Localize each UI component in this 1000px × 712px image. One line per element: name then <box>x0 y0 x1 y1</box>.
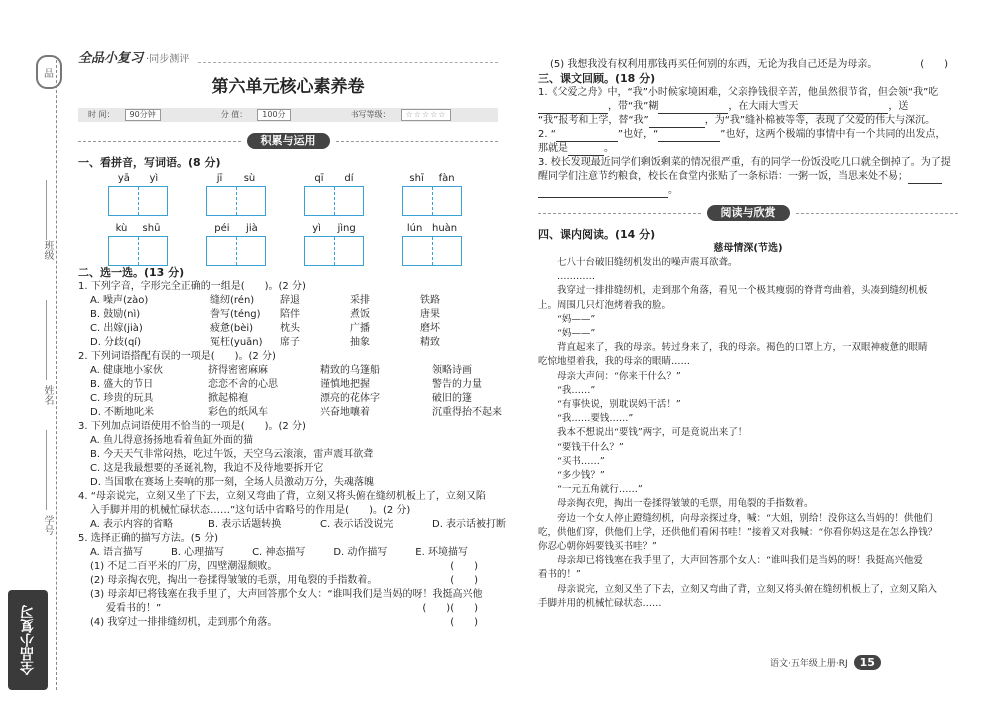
pinyin-group: jī sù <box>206 172 266 216</box>
writing-cells[interactable] <box>304 186 364 216</box>
question-2-options: A. 健康地小家伙 挤得密密麻麻 精致的乌篷船 领略诗画 B. 盛大的节日 恋恋不舍的心思 谨慎地把握 警告的力量 C. 珍贵的玩具 掀起棉袍 漂亮的花体字 破旧的篷 D. 不断地叱米 彩色的纸风车 兴奋地嚷着 沉重得抬不起来 <box>90 365 502 418</box>
story-line: “我……要钱……” <box>557 413 634 425</box>
writing-cells[interactable] <box>402 186 462 216</box>
story-line: 手脚并用的机械忙碌状态…… <box>538 597 662 609</box>
story-line: “要钱干什么？” <box>557 441 624 453</box>
story-line: 吃，供他们穿，供他们上学，还供他们看闲书哇！”接着又对我喊：“你看你妈这是在怎么挣钱？ <box>538 526 938 538</box>
question-5-options: A. 语言描写 B. 心理描写 C. 神态描写 D. 动作描写 E. 环境描写 <box>90 547 468 558</box>
story-line: 七八十台破旧缝纫机发出的噪声震耳欲聋。 <box>557 257 738 268</box>
story-line: 吃惊地望着我，我的母亲的眼睛…… <box>538 356 691 368</box>
question-3-options: A. 鱼儿得意扬扬地看着鱼缸外面的猫 B. 今天天气非常闷热，吃过午饭，天空乌云滚滚，雷声震耳欲聋 C. 这是我最想要的圣诞礼物，我迫不及待地要拆开它 D. 当国歌在赛场上奏响的那一刻，全场人员激动万分，失魂落魄 <box>90 435 375 488</box>
story-line: 背直起来了，我的母亲。转过身来了，我的母亲。褐色的口罩上方，一双眼神疲惫的眼睛 <box>557 342 928 354</box>
story-line: 我穿过一排排缝纫机，走到那个角落，看见一个极其瘦弱的脊背弯曲着，头凑到缝纫机板 <box>557 285 928 297</box>
section-2 <box>78 266 507 630</box>
seal-logo: 品 <box>36 55 62 89</box>
story-line: “一元五角就行……” <box>557 484 643 496</box>
binding-cut-line <box>56 60 57 690</box>
q5-item-3: (3) 母亲却已将钱塞在我手里了，大声回答那个女人：“谁叫我们是当妈的呀！我挺高兴他 <box>90 589 483 600</box>
section-3-title: 三、课文回顾。(18 分) <box>538 72 656 85</box>
review-q1-line1: 1.《父爱之舟》中，“我”小时候家境困难，父亲挣钱很辛苦，他虽然很节省，但会领“我”吃 <box>538 87 939 98</box>
review-q2-line1: 2. “ ”也好，“ ”也好，这两个极端的事情中有一个共同的出发点， <box>538 129 946 140</box>
exam-info-bar <box>78 108 498 122</box>
review-q3-line2: 醒同学们注意节约粮食，校长在食堂内张贴了一条标语：一粥一饭，当思来处不易； <box>538 170 958 184</box>
review-q2-line2: 那就是 。 <box>538 143 614 154</box>
story-line: “妈——” <box>557 328 596 340</box>
question-4-cont: 入手脚并用的机械忙碌状态……”这句话中省略号的作用是( )。(2 分) <box>90 505 411 516</box>
id-line <box>46 430 47 510</box>
review-q1-line3: “我”报考和上学，替“我” ，为“我”缝补棉被等等，表现了父爱的伟大与深沉。 <box>538 115 936 126</box>
writing-cells[interactable] <box>108 186 168 216</box>
banner-reading: 阅读与欣赏 <box>538 204 958 222</box>
pinyin-group: yì jìng <box>304 222 364 266</box>
class-line <box>46 180 47 240</box>
question-1: 1. 下列字音，字形完全正确的一组是( )。(2 分) <box>78 281 306 292</box>
brand-logo: 全品小复习 ·同步测评 <box>78 51 190 66</box>
pinyin-group: kù shū <box>108 222 168 266</box>
page-footer <box>770 655 881 670</box>
story-line: 上。周围几只灯泡烤着我的脸。 <box>538 299 672 311</box>
answer-paren[interactable]: ( ) <box>450 561 478 572</box>
binding-margin <box>0 0 62 712</box>
writing-cells[interactable] <box>402 236 462 266</box>
score-label: 分 值： <box>220 110 248 119</box>
answer-paren[interactable]: ( ) <box>450 575 478 586</box>
page-title: 第六单元核心素养卷 <box>211 77 365 97</box>
story-line: 母亲掏衣兜，掏出一卷揉得皱皱的毛票，用龟裂的手指数着。 <box>557 498 814 510</box>
section-1-title: 一、看拼音，写词语。(8 分) <box>78 156 221 169</box>
page-number: 15 <box>854 655 881 670</box>
story-line: 母亲大声问：“你来干什么？” <box>557 370 681 382</box>
story-line: 旁边一个女人停止蹬缝纫机，向母亲探过身，喊：“大姐，别给！没你这么当妈的！供他们 <box>557 512 933 524</box>
story-line: 我本不想说出“要钱”两字，可是竟说出来了！ <box>557 427 748 439</box>
score-value: 100分 <box>257 109 290 121</box>
review-q1-line2: ，带“我”糊 ，在大雨大雪天 ，送 <box>538 100 958 114</box>
story-line: 你忍心朝你妈要钱买书哇？” <box>538 541 657 553</box>
q5-item-1: (1) 不足二百平米的厂房，四壁潮湿颓败。 ( ) <box>90 561 478 572</box>
story-line: “有事快说，别耽误妈干活！” <box>557 399 681 411</box>
story-line: “买书……” <box>557 455 605 467</box>
q5-item-5: (5) 我想我没有权利用那钱再买任何别的东西，无论为我自己还是为母亲。 ( ) <box>550 59 948 70</box>
footer-text: 语文·五年级上册·RJ <box>770 659 848 669</box>
answer-paren[interactable]: ( ) <box>920 59 948 70</box>
story-line: 母亲却已将钱塞在我手里了，大声回答那个女人：“谁叫我们是当妈的呀！我挺高兴他爱 <box>557 555 923 567</box>
id-label: 学号 <box>42 515 53 535</box>
question-4: 4. “母亲说完，立刻又坐了下去，立刻又弯曲了背，立刻又将头俯在缝纫机板上了，立刻又陷 <box>78 491 486 502</box>
story-line: “妈——” <box>557 313 596 325</box>
right-page <box>538 58 958 708</box>
story-line: 看书的！” <box>538 569 581 581</box>
writing-cells[interactable] <box>206 236 266 266</box>
section-4-title: 四、课内阅读。(14 分) <box>538 228 656 241</box>
answer-paren[interactable]: ( )( ) <box>422 603 478 614</box>
class-label: 班级 <box>42 240 53 260</box>
brand-vertical-logo: 全品小复习 <box>8 590 48 690</box>
grade-label: 书写等级： <box>350 110 391 119</box>
q5-item-4: (4) 我穿过一排排缝纫机，走到那个角落。 ( ) <box>90 617 478 628</box>
story-line: “多少钱？” <box>557 470 605 482</box>
q5-item-3-cont: 爱看书的！” ( )( ) <box>106 603 478 614</box>
question-4-options: A. 表示内容的省略 B. 表示话题转换 C. 表示话没说完 D. 表示话被打断 <box>90 519 507 530</box>
name-label: 姓名 <box>42 385 53 405</box>
story-title: 慈母情深(节选) <box>713 243 783 254</box>
writing-cells[interactable] <box>206 186 266 216</box>
header-rule <box>198 62 498 63</box>
pinyin-group: qī dí <box>304 172 364 216</box>
pinyin-group: péi jià <box>206 222 266 266</box>
name-line <box>46 300 47 380</box>
answer-paren[interactable]: ( ) <box>450 617 478 628</box>
left-page <box>78 50 507 710</box>
writing-cells[interactable] <box>304 236 364 266</box>
grade-stars: ☆☆☆☆☆ <box>401 109 452 121</box>
answer-blank[interactable] <box>538 197 668 198</box>
story-line: ………… <box>557 271 595 283</box>
review-q3-line1: 3. 校长发现最近同学们剩饭剩菜的情况很严重，有的同学一份饭没吃几口就全倒掉了。为了提 <box>538 157 951 168</box>
pinyin-group: yā yì <box>108 172 168 216</box>
banner-accumulation: 积累与运用 <box>78 132 498 150</box>
story-line: “我……” <box>557 384 596 396</box>
story-line: 母亲说完，立刻又坐了下去，立刻又弯曲了背，立刻又将头俯在缝纫机板上了，立刻又陷入 <box>557 583 938 595</box>
question-1-options: A. 噪声(zào) 缝纫(rén) 辞退 采排 铁路 B. 鼓励(nì) 誊写(téng) 陪伴 煮饭 唐果 C. 出嫁(jià) 疲惫(bèi) 枕头 广播 磨坏 D. 分歧(qí) 冤枉(yuān) 席子 抽象 精致 <box>90 295 440 348</box>
story-passage <box>538 256 958 611</box>
review-q3-line3: 。 <box>538 184 958 198</box>
question-2: 2. 下列词语搭配有误的一项是( )。(2 分) <box>78 351 276 362</box>
pinyin-group: lún huàn <box>402 222 462 266</box>
writing-cells[interactable] <box>108 236 168 266</box>
section-2-title: 二、选一选。(13 分) <box>78 266 185 279</box>
question-5: 5. 选择正确的描写方法。(5 分) <box>78 533 219 544</box>
time-value: 90分钟 <box>125 109 161 121</box>
q5-item-2: (2) 母亲掏衣兜，掏出一卷揉得皱皱的毛票，用龟裂的手指数着。 ( ) <box>90 575 478 586</box>
answer-blank[interactable] <box>658 141 720 142</box>
answer-blank[interactable] <box>908 183 942 184</box>
question-3: 3. 下列加点词语使用不恰当的一项是( )。(2 分) <box>78 421 306 432</box>
time-label: 时 间： <box>88 110 115 119</box>
pinyin-group: shī fàn <box>402 172 462 216</box>
